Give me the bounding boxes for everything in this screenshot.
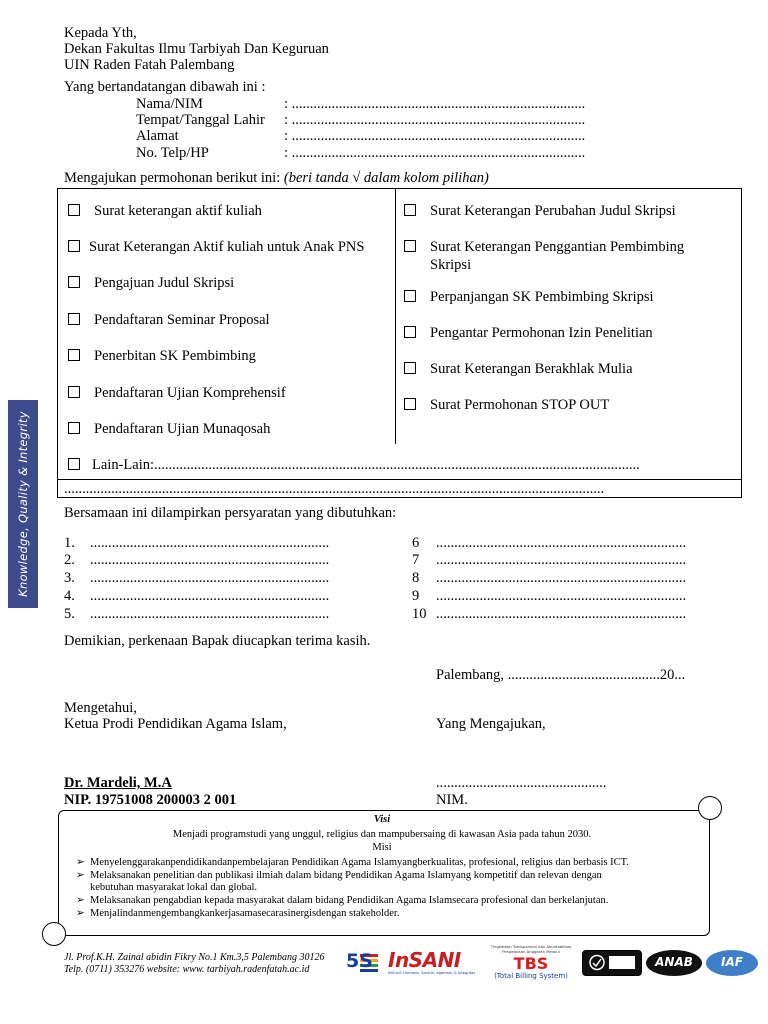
certification-badge-graphic — [583, 951, 640, 974]
option-aktif-kuliah[interactable] — [68, 204, 262, 219]
logo-iaf — [706, 950, 758, 976]
misi-title: Misi — [372, 842, 392, 853]
misi-item-continued: kebutuhan masyarakat lokal dan global. — [90, 882, 258, 893]
lain-lain-line2[interactable]: ..................................................................................................................................................... — [64, 481, 605, 497]
option-label: Surat keterangan aktif kuliah — [94, 203, 262, 219]
option-label: Surat Keterangan Perubahan Judul Skripsi — [430, 203, 676, 219]
option-label: Pengajuan Judul Skripsi — [94, 275, 235, 291]
visi-misi-scroll — [40, 800, 724, 946]
checkbox-icon[interactable] — [68, 240, 80, 252]
attachment-num: 10 — [412, 606, 427, 622]
option-label: Surat Keterangan Penggantian Pembimbing — [430, 239, 685, 255]
request-hint: (beri tanda √ dalam kolom pilihan) — [283, 170, 489, 186]
arrow-bullet-icon: ➢ — [76, 908, 85, 919]
misi-text: Melaksanakan penelitian dan publikasi ilmiah dalam bidang Pendidikan Agama Islamyang kompetitif dan relevan dengan — [90, 870, 602, 881]
option-perpanjangan-sk[interactable] — [404, 290, 654, 305]
option-label: Pendaftaran Ujian Komprehensif — [94, 385, 286, 401]
field-label-nama: Nama/NIM — [136, 96, 203, 112]
misi-item — [76, 870, 602, 883]
attachment-num: 6 — [412, 535, 420, 551]
checkbox-icon[interactable] — [68, 422, 80, 434]
attachment-field[interactable]: .................................................................. — [90, 535, 330, 551]
option-berakhlak-mulia[interactable] — [404, 362, 633, 377]
checkbox-icon[interactable] — [68, 204, 80, 216]
lain-lain-field[interactable]: Lain-Lain:...................................................................................................................................... — [92, 457, 640, 473]
attachment-num: 2. — [64, 552, 75, 568]
signer-intro: Yang bertandatangan dibawah ini : — [64, 79, 266, 95]
checkbox-icon[interactable] — [404, 362, 416, 374]
field-telp[interactable]: : ................................................................................. — [284, 145, 586, 161]
applicant-nim-label: NIM. — [436, 792, 468, 808]
signer-name: Dr. Mardeli, M.A — [64, 775, 172, 791]
request-intro — [64, 171, 489, 186]
request-intro-text: Mengajukan permohonan berikut ini: — [64, 170, 281, 186]
checkbox-icon[interactable] — [68, 276, 80, 288]
certification-badge-icon — [582, 950, 642, 976]
option-label: Surat Keterangan Aktif kuliah untuk Anak PNS — [89, 239, 365, 255]
arrow-bullet-icon: ➢ — [76, 895, 85, 906]
misi-item — [76, 895, 608, 908]
option-label: Surat Permohonan STOP OUT — [430, 397, 610, 413]
logo-tbs-subtext: (Total Billing System) — [494, 972, 568, 980]
addressee-greeting: Kepada Yth, — [64, 25, 137, 41]
attachment-num: 5. — [64, 606, 75, 622]
misi-text: Melaksanakan pengabdian kepada masyarakat dalam bidang Pendidikan Agama Islamsecara profesional dan berkelanjutan. — [90, 895, 609, 906]
addressee-institution: UIN Raden Fatah Palembang — [64, 57, 235, 73]
signer-nip: NIP. 19751008 200003 2 001 — [64, 792, 237, 808]
option-label: Surat Keterangan Berakhlak Mulia — [430, 361, 633, 377]
misi-item — [76, 857, 629, 870]
option-stop-out[interactable] — [404, 398, 609, 413]
logo-tbs — [484, 944, 578, 982]
attachment-num: 4. — [64, 588, 75, 604]
option-sk-pembimbing[interactable] — [68, 349, 256, 364]
misi-text: Menyelenggarakanpendidikandanpembelajaran Pendidikan Agama Islamyangberkualitas, profesional, religius dan berbasis ICT. — [90, 857, 629, 868]
footer-contact: Telp. (0711) 353276 website: www. tarbiyah.radenfatah.ac.id — [64, 964, 310, 975]
sidebar-tagline-text: Knowledge, Quality & Integrity — [16, 411, 30, 597]
logo-tbs-caption: Tingkatkan Transparansi dan Akuntabilitas Pengelolaan Anggaran Melalui — [490, 944, 572, 954]
sign-left-role: Ketua Prodi Pendidikan Agama Islam, — [64, 716, 287, 732]
checkbox-icon[interactable] — [404, 398, 416, 410]
option-seminar-proposal[interactable] — [68, 313, 270, 328]
attachment-num: 7 — [412, 552, 420, 568]
option-perubahan-judul[interactable] — [404, 204, 676, 219]
sign-right-role: Yang Mengajukan, — [436, 716, 546, 732]
field-alamat[interactable]: : ................................................................................. — [284, 128, 586, 144]
option-label-line2: Skripsi — [430, 257, 472, 273]
misi-item — [76, 908, 399, 921]
attachment-num: 8 — [412, 570, 420, 586]
option-lain-lain[interactable] — [68, 458, 640, 473]
checkbox-icon[interactable] — [404, 240, 416, 252]
attachments-intro: Bersamaan ini dilampirkan persyaratan yang dibutuhkan: — [64, 505, 397, 521]
checkbox-icon[interactable] — [404, 290, 416, 302]
attachment-num: 1. — [64, 535, 75, 551]
field-label-ttl: Tempat/Tanggal Lahir — [136, 112, 265, 128]
attachment-num: 3. — [64, 570, 75, 586]
option-izin-penelitian[interactable] — [404, 326, 653, 341]
logo-5s-text: 5S — [346, 950, 373, 972]
attachment-field[interactable]: ..................................................................... — [436, 606, 687, 622]
checkbox-icon[interactable] — [68, 458, 80, 470]
checkbox-icon[interactable] — [404, 326, 416, 338]
sidebar-tagline — [8, 400, 38, 608]
attachment-num: 9 — [412, 588, 420, 604]
field-label-alamat: Alamat — [136, 128, 179, 144]
closing-text: Demikian, perkenaan Bapak diucapkan terima kasih. — [64, 633, 371, 649]
option-label: Pendaftaran Ujian Munaqosah — [94, 421, 271, 437]
logo-5s — [346, 948, 380, 978]
attachment-field[interactable]: ..................................................................... — [436, 552, 687, 568]
logo-insani-subtext: Inklusif, Humanis, Santun, Agamais, & Integritas — [388, 971, 476, 975]
checkbox-icon[interactable] — [404, 204, 416, 216]
applicant-signature-field[interactable]: ............................................... — [436, 775, 607, 791]
option-label: Perpanjangan SK Pembimbing Skripsi — [430, 289, 654, 305]
attachment-field[interactable]: .................................................................. — [90, 552, 330, 568]
option-label: Penerbitan SK Pembimbing — [94, 348, 256, 364]
logo-insani-text: InSANI — [388, 948, 461, 972]
attachment-field[interactable]: .................................................................. — [90, 606, 330, 622]
option-aktif-kuliah-pns[interactable] — [68, 240, 364, 255]
attachment-field[interactable]: ..................................................................... — [436, 588, 687, 604]
logo-iaf-text: IAF — [721, 955, 743, 969]
arrow-bullet-icon: ➢ — [76, 870, 85, 881]
option-judul-skripsi[interactable] — [68, 276, 234, 291]
attachment-field[interactable]: ..................................................................... — [436, 535, 687, 551]
logo-insani — [386, 946, 478, 980]
visi-text: Menjadi programstudi yang unggul, religius dan mampubersaing di kawasan Asia pada tahun 2030. — [172, 829, 592, 840]
attachment-field[interactable]: .................................................................. — [90, 570, 330, 586]
lain-divider — [57, 479, 742, 480]
field-nama[interactable]: : ................................................................................. — [284, 96, 586, 112]
sign-left-heading: Mengetahui, — [64, 700, 137, 716]
addressee-title: Dekan Fakultas Ilmu Tarbiyah Dan Keguruan — [64, 41, 329, 57]
checkbox-icon[interactable] — [68, 313, 80, 325]
visi-title: Visi — [373, 814, 391, 825]
logo-tbs-text: TBS — [513, 954, 549, 973]
logo-anab-text: ANAB — [655, 955, 693, 969]
options-box — [57, 188, 742, 498]
option-penggantian-pembimbing[interactable] — [404, 240, 684, 255]
scroll-curl-bottom-icon — [42, 922, 66, 946]
option-ujian-munaqosah[interactable] — [68, 422, 270, 437]
misi-text: Menjalindanmengembangkankerjasamasecarasinergisdengan stakeholder. — [90, 908, 400, 919]
arrow-bullet-icon: ➢ — [76, 857, 85, 868]
place-date-field[interactable]: Palembang, ..........................................20... — [436, 667, 686, 683]
option-label: Pengantar Permohonan Izin Penelitian — [430, 325, 653, 341]
option-ujian-komprehensif[interactable] — [68, 386, 286, 401]
option-label: Pendaftaran Seminar Proposal — [94, 312, 270, 328]
checkbox-icon[interactable] — [68, 349, 80, 361]
field-label-telp: No. Telp/HP — [136, 145, 209, 161]
attachment-field[interactable]: ..................................................................... — [436, 570, 687, 586]
checkbox-icon[interactable] — [68, 386, 80, 398]
options-divider — [395, 188, 396, 444]
field-ttl[interactable]: : ................................................................................. — [284, 112, 586, 128]
logo-anab — [646, 950, 702, 976]
footer-address: Jl. Prof.K.H. Zainal abidin Fikry No.1 Km.3,5 Palembang 30126 — [64, 952, 325, 963]
attachment-field[interactable]: .................................................................. — [90, 588, 330, 604]
